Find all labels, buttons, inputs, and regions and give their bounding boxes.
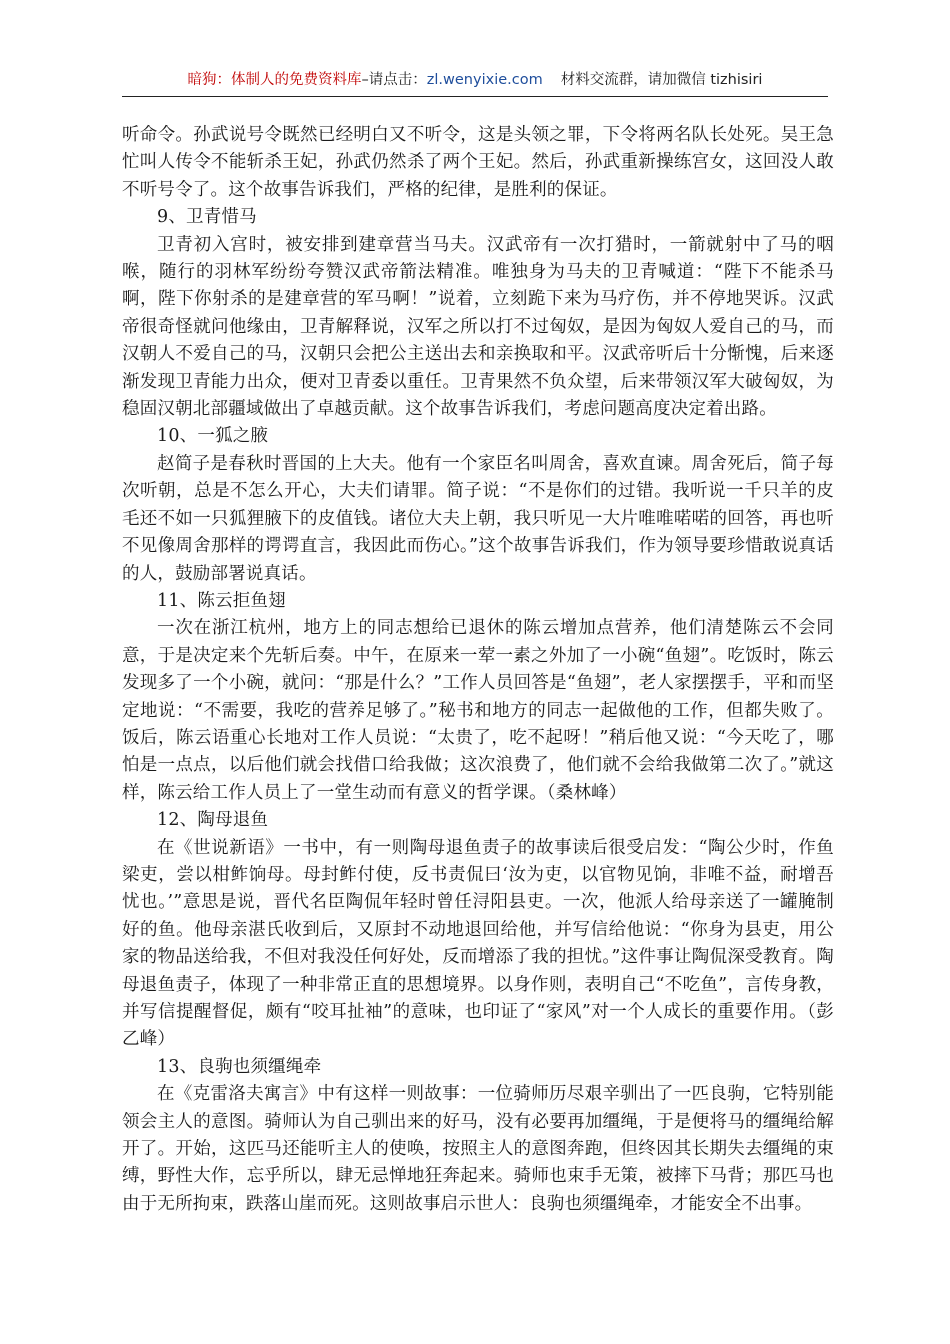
section-text-12: 在《世说新语》一书中，有一则陶母退鱼责子的故事读后很受启发：“陶公少时，作鱼梁吏，尝以柑鲊饷母。母封鲊付使，反书责侃曰‘汝为吏，以官物见饷，非唯不益，耐增吾忧也。’”意思是说，晋代名臣陶侃年轻时曾任浔阳县吏。一次，他派人给母亲送了一罐腌制好的鱼。他母亲湛氏收到后，又原封不动地退回给他，并写信给他说：“你身为县吏，用公家的物品送给我，不但对我没任何好处，反而增添了我的担忧。”这件事让陶侃深受教育。陶母退鱼责子，体现了一种非常正直的思想境界。以身作则，表明自己“不吃鱼”，言传身教，并写信提醒督促，颇有“咬耳扯袖”的意味，也印证了“家风”对一个人成长的重要作用。（彭乙峰） <box>122 837 834 1050</box>
section-heading-9: 9、卫青惜马 <box>157 207 257 228</box>
section-heading-12: 12、陶母退鱼 <box>157 810 269 831</box>
section-text-11: 一次在浙江杭州，地方上的同志想给已退休的陈云增加点营养，他们清楚陈云不会同意，于是决定来个先斩后奏。中午，在原来一荤一素之外加了一小碗“鱼翅”。吃饭时，陈云发现多了一个小碗，就问：“那是什么？”工作人员回答是“鱼翅”，老人家摆摆手，平和而坚定地说：“不需要，我吃的营养足够了。”秘书和地方的同志一起做他的工作，但都失败了。饭后，陈云语重心长地对工作人员说：“太贵了，吃不起呀！”稍后他又说：“今天吃了，哪怕是一点点，以后他们就会找借口给我做；这次浪费了，他们就不会给我做第二次了。”就这样，陈云给工作人员上了一堂生动而有意义的哲学课。（桑林峰） <box>122 618 834 803</box>
section-text-9: 卫青初入宫时，被安排到建章营当马夫。汉武帝有一次打猎时，一箭就射中了马的咽喉，随行的羽林军纷纷夸赞汉武帝箭法精准。唯独身为马夫的卫青喊道：“陛下不能杀马啊，陛下你射杀的是建章营的军马啊！”说着，立刻跪下来为马疗伤，并不停地哭诉。汉武帝很奇怪就问他缘由，卫青解释说，汉军之所以打不过匈奴，是因为匈奴人爱自己的马，而汉朝人不爱自己的马，汉朝只会把公主送出去和亲换取和平。汉武帝听后十分惭愧，后来逐渐发现卫青能力出众，便对卫青委以重任。卫青果然不负众望，后来带领汉军大破匈奴，为稳固汉朝北部疆域做出了卓越贡献。这个故事告诉我们，考虑问题高度决定着出路。 <box>122 234 834 420</box>
section-text-10: 赵简子是春秋时晋国的上大夫。他有一个家臣名叫周舍，喜欢直谏。周舍死后，简子每次听朝，总是不怎么开心，大夫们请罪。简子说：“不是你们的过错。我听说一千只羊的皮毛还不如一只狐狸腋下的皮值钱。诸位大夫上朝，我只听见一大片唯唯喏喏的回答，再也听不见像周舍那样的谔谔直言，我因此而伤心。”这个故事告诉我们，作为领导要珍惜敢说真话的人，鼓励部署说真话。 <box>122 453 834 584</box>
intro-paragraph: 听命令。孙武说号令既然已经明白又不听令，这是头领之罪，下令将两名队长处死。吴王急忙叫人传令不能斩杀王妃，孙武仍然杀了两个王妃。然后，孙武重新操练宫女，这回没人敢不听号令了。这个故事告诉我们，严格的纪律，是胜利的保证。 <box>122 125 834 200</box>
header-link[interactable]: zl.wenyixie.com <box>426 72 543 88</box>
header-prompt: –请点击： <box>361 72 427 88</box>
section-heading-11: 11、陈云拒鱼翅 <box>157 590 286 611</box>
document-body <box>122 122 834 1218</box>
page-header <box>122 66 828 94</box>
header-brand: 暗狗：体制人的免费资料库 <box>187 72 362 88</box>
header-divider <box>122 96 828 97</box>
header-contact: 材料交流群，请加微信 tizhisiri <box>560 72 763 88</box>
section-heading-10: 10、一狐之腋 <box>157 426 269 447</box>
section-text-13: 在《克雷洛夫寓言》中有这样一则故事：一位骑师历尽艰辛驯出了一匹良驹，它特别能领会主人的意图。骑师认为自己驯出来的好马，没有必要再加缰绳，于是便将马的缰绳给解开了。开始，这匹马还能听主人的使唤，按照主人的意图奔跑，但终因其长期失去缰绳的束缚，野性大作，忘乎所以，肆无忌惮地狂奔起来。骑师也束手无策，被摔下马背；那匹马也由于无所拘束，跌落山崖而死。这则故事启示世人：良驹也须缰绳牵，才能安全不出事。 <box>122 1084 834 1214</box>
section-heading-13: 13、良驹也须缰绳牵 <box>157 1056 322 1077</box>
